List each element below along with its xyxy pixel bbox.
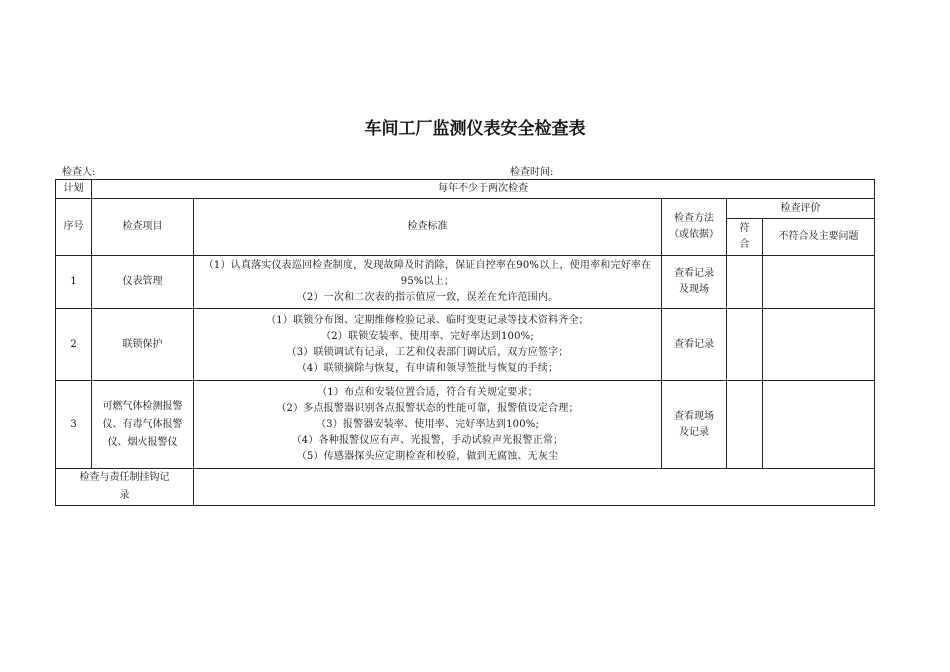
row-item: 可燃气体检测报警仪、有毒气体报警仪、烟火报警仪 <box>92 381 194 469</box>
standard-line: （2）一次和二次表的指示值应一致，误差在允许范围内。 <box>296 292 559 303</box>
standard-line: （1）布点和安装位置合适，符合有关规定要求； <box>317 386 538 398</box>
row-method: 查看记录 <box>662 309 727 381</box>
footer-value-cell <box>194 469 875 506</box>
header-row <box>56 199 875 219</box>
header-noncomply: 不符合及主要问题 <box>763 219 875 256</box>
row-item: 联锁保护 <box>92 309 194 381</box>
row-noncomply-cell <box>763 309 875 381</box>
row-item: 仪表管理 <box>92 256 194 309</box>
document-title: 车间工厂监测仪表安全检查表 <box>364 119 586 139</box>
header-no: 序号 <box>56 199 92 256</box>
header-item: 检查项目 <box>92 199 194 256</box>
row-noncomply-cell <box>763 381 875 469</box>
table-row <box>56 256 875 309</box>
row-no: 3 <box>56 381 92 469</box>
inspector-label: 检查人: <box>62 167 96 178</box>
row-method: 查看现场及记录 <box>662 381 727 469</box>
footer-row <box>56 469 875 506</box>
plan-label: 计划 <box>56 180 92 199</box>
row-no: 1 <box>56 256 92 309</box>
plan-value: 每年不少于两次检查 <box>92 180 875 199</box>
row-standards <box>194 309 662 381</box>
standard-line: （1）认真落实仪表巡回检查制度，发现故障及时消除，保证自控率在90%以上，使用率和完好率在95%以上； <box>203 260 652 287</box>
row-noncomply-cell <box>763 256 875 309</box>
standard-line: （3）报警器安装率、使用率、完好率达到100%; <box>315 418 540 430</box>
standard-line: （2）多点报警器识别各点报警状态的性能可靠，报警值设定合理； <box>276 402 579 414</box>
standard-line: （4）联锁摘除与恢复，有申请和领导签批与恢复的手续； <box>296 362 559 374</box>
standard-line: （3）联锁调试有记录，工艺和仪表部门调试后，双方应签字； <box>286 346 569 358</box>
table-row <box>56 309 875 381</box>
row-standards <box>194 381 662 469</box>
header-standard: 检查标准 <box>194 199 662 256</box>
header-evaluation: 检查评价 <box>727 199 875 219</box>
standard-line: （4）各种报警仪应有声、光报警，手动试验声光报警正常； <box>291 434 564 446</box>
row-standards <box>194 256 662 309</box>
header-comply: 符合 <box>727 219 763 256</box>
standard-line: （1）联锁分布图、定期维修检验记录、临时变更记录等技术资料齐全； <box>266 314 589 326</box>
standard-line: （2）联锁安装率、使用率、完好率达到100%; <box>321 330 534 342</box>
standard-line: （5）传感器探头应定期检查和校验，做到无腐蚀、无灰尘 <box>296 450 559 462</box>
row-method: 查看记录及现场 <box>662 256 727 309</box>
header-method: 检查方法（或依据） <box>662 199 727 256</box>
row-comply-cell <box>727 256 763 309</box>
row-no: 2 <box>56 309 92 381</box>
inspection-time-label: 检查时间: <box>510 167 554 178</box>
inspection-table <box>55 179 875 506</box>
plan-row <box>56 180 875 199</box>
table-row <box>56 381 875 469</box>
footer-label: 检查与责任制挂钩记 录 <box>56 469 194 506</box>
row-comply-cell <box>727 309 763 381</box>
row-comply-cell <box>727 381 763 469</box>
